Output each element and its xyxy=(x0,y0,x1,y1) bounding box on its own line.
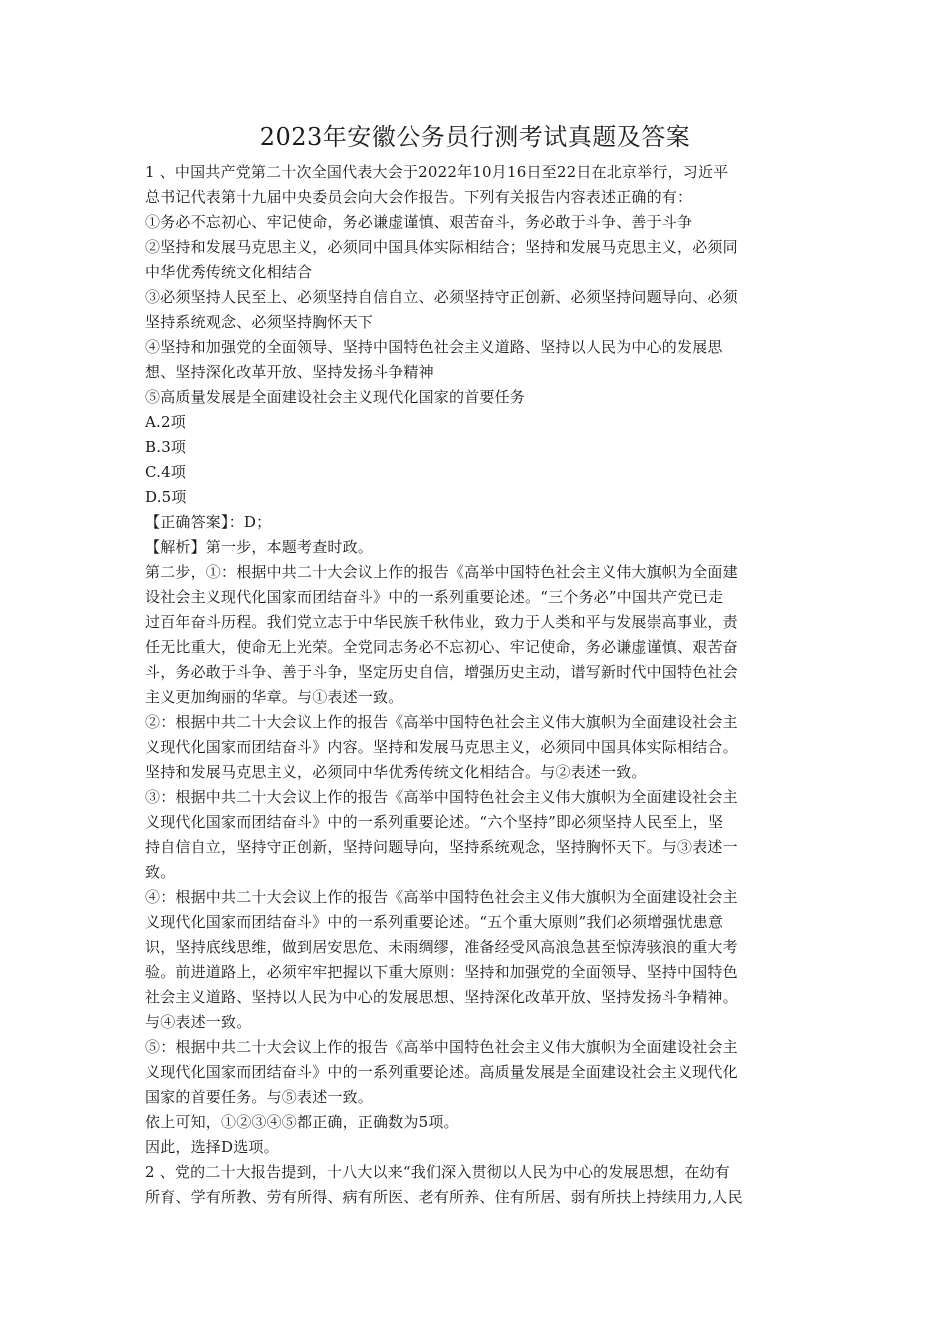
text-line: ②坚持和发展马克思主义，必须同中国具体实际相结合；坚持和发展马克思主义，必须同 xyxy=(145,238,738,256)
document-body xyxy=(145,160,805,1210)
document-title: 2023年安徽公务员行测考试真题及答案 xyxy=(259,123,691,151)
text-line: 识，坚持底线思维，做到居安思危、未雨绸缪，准备经受风高浪急甚至惊涛骇浪的重大考 xyxy=(145,938,738,956)
document-page xyxy=(145,120,805,1210)
text-line: 所育、学有所教、劳有所得、病有所医、老有所养、住有所居、弱有所扶上持续用力,人民 xyxy=(145,1188,743,1206)
text-line: ⑤：根据中共二十大会议上作的报告《高举中国特色社会主义伟大旗帜为全面建设社会主 xyxy=(145,1038,738,1056)
text-line: 斗，务必敢于斗争、善于斗争，坚定历史自信，增强历史主动，谱写新时代中国特色社会 xyxy=(145,663,738,681)
text-line: 义现代化国家而团结奋斗》中的一系列重要论述。“六个坚持”即必须坚持人民至上，坚 xyxy=(145,813,724,831)
text-line: ③必须坚持人民至上、必须坚持自信自立、必须坚持守正创新、必须坚持问题导向、必须 xyxy=(145,288,738,306)
text-line: 坚持系统观念、必须坚持胸怀天下 xyxy=(145,313,374,331)
text-line: 2 、党的二十大报告提到，十八大以来“我们深入贯彻以人民为中心的发展思想，在幼有 xyxy=(145,1163,730,1181)
text-line: ②：根据中共二十大会议上作的报告《高举中国特色社会主义伟大旗帜为全面建设社会主 xyxy=(145,713,738,731)
text-line: B.3项 xyxy=(145,438,187,456)
text-line: ③：根据中共二十大会议上作的报告《高举中国特色社会主义伟大旗帜为全面建设社会主 xyxy=(145,788,738,806)
text-line: ⑤高质量发展是全面建设社会主义现代化国家的首要任务 xyxy=(145,388,526,406)
text-line: 任无比重大，使命无上光荣。全党同志务必不忘初心、牢记使命，务必谦虚谨慎、艰苦奋 xyxy=(145,638,738,656)
text-line: 中华优秀传统文化相结合 xyxy=(145,263,313,281)
text-line: ④坚持和加强党的全面领导、坚持中国特色社会主义道路、坚持以人民为中心的发展思 xyxy=(145,338,723,356)
text-line: A.2项 xyxy=(145,413,186,431)
text-line: 依上可知，①②③④⑤都正确，正确数为5项。 xyxy=(145,1113,459,1131)
text-line: 【正确答案】：D； xyxy=(145,513,272,531)
text-line: 验。前进道路上，必须牢牢把握以下重大原则：坚持和加强党的全面领导、坚持中国特色 xyxy=(145,963,738,981)
text-line: 过百年奋斗历程。我们党立志于中华民族千秋伟业，致力于人类和平与发展崇高事业，责 xyxy=(145,613,738,631)
text-line: 总书记代表第十九届中央委员会向大会作报告。下列有关报告内容表述正确的有： xyxy=(145,188,693,206)
text-line: C.4项 xyxy=(145,463,187,481)
text-line: 社会主义道路、坚持以人民为中心的发展思想、坚持深化改革开放、坚持发扬斗争精神。 xyxy=(145,988,738,1006)
text-line: ①务必不忘初心、牢记使命，务必谦虚谨慎、艰苦奋斗，务必敢于斗争、善于斗争 xyxy=(145,213,693,231)
text-line: 义现代化国家而团结奋斗》中的一系列重要论述。“五个重大原则”我们必须增强忧患意 xyxy=(145,913,724,931)
text-line: ④：根据中共二十大会议上作的报告《高举中国特色社会主义伟大旗帜为全面建设社会主 xyxy=(145,888,738,906)
text-line: 持自信自立，坚持守正创新，坚持问题导向，坚持系统观念，坚持胸怀天下。与③表述一 xyxy=(145,838,738,856)
text-line: D.5项 xyxy=(145,488,187,506)
text-line: 坚持和发展马克思主义，必须同中华优秀传统文化相结合。与②表述一致。 xyxy=(145,763,647,781)
text-line: 设社会主义现代化国家而团结奋斗》中的一系列重要论述。“三个务必”中国共产党已走 xyxy=(145,588,724,606)
text-line: 主义更加绚丽的华章。与①表述一致。 xyxy=(145,688,404,706)
text-line: 因此，选择D选项。 xyxy=(145,1138,279,1156)
text-line: 致。 xyxy=(145,863,176,881)
text-line: 义现代化国家而团结奋斗》内容。坚持和发展马克思主义，必须同中国具体实际相结合。 xyxy=(145,738,738,756)
text-line: 义现代化国家而团结奋斗》中的一系列重要论述。高质量发展是全面建设社会主义现代化 xyxy=(145,1063,738,1081)
text-line: 国家的首要任务。与⑤表述一致。 xyxy=(145,1088,374,1106)
text-line: 第二步，①：根据中共二十大会议上作的报告《高举中国特色社会主义伟大旗帜为全面建 xyxy=(145,563,738,581)
text-line: 与④表述一致。 xyxy=(145,1013,252,1031)
text-line: 1 、中国共产党第二十次全国代表大会于2022年10月16日至22日在北京举行，习近平 xyxy=(145,163,729,181)
text-line: 【解析】第一步，本题考查时政。 xyxy=(145,538,374,556)
text-line: 想、坚持深化改革开放、坚持发扬斗争精神 xyxy=(145,363,434,381)
